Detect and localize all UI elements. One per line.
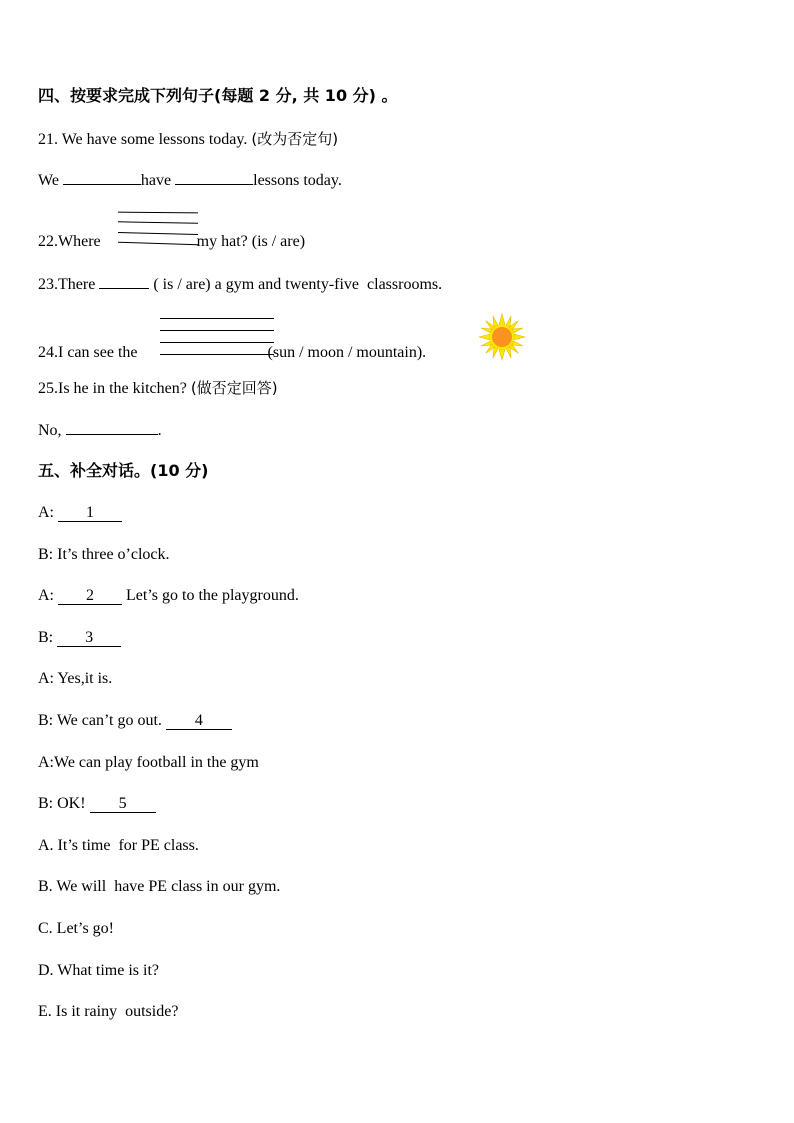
dialogue-line <box>38 586 299 606</box>
option-d: D. What time is it? <box>38 962 160 979</box>
answer-25-blank[interactable] <box>66 420 158 435</box>
dialogue-blank-5[interactable]: 5 <box>90 796 156 813</box>
question-23-pre: 23.There <box>38 276 100 293</box>
question-23-post: ( is / are) a gym and twenty-five classrooms. <box>149 276 443 293</box>
question-22-pre: 22.Where <box>38 233 105 250</box>
dialogue-line: B: It’s three o’clock. <box>38 546 170 563</box>
question-24-post: (sun / moon / mountain). <box>263 344 427 361</box>
question-21-text: . We have some lessons today. <box>54 131 252 148</box>
question-21 <box>38 129 338 150</box>
dialogue-blank-3[interactable]: 3 <box>57 630 121 647</box>
dialogue-line <box>38 628 121 648</box>
question-25-text: 25.Is he in the kitchen? <box>38 380 191 397</box>
dialogue-speaker: A: <box>38 587 58 604</box>
option-e: E. Is it rainy outside? <box>38 1003 179 1020</box>
answer-21-blank-2[interactable] <box>175 170 253 185</box>
question-25-answer-line <box>38 420 162 441</box>
question-21-number: 21 <box>38 131 54 148</box>
question-23 <box>38 274 442 295</box>
dialogue-after: Let’s go to the playground. <box>122 587 299 604</box>
dialogue-speaker: A: <box>38 504 58 521</box>
option-a: A. It’s time for PE class. <box>38 837 199 854</box>
stacked-blank-line <box>160 318 274 319</box>
dialogue-line <box>38 711 232 731</box>
dialogue-blank-1[interactable]: 1 <box>58 505 122 522</box>
option-c: C. Let’s go! <box>38 920 114 937</box>
answer-21-blank-1[interactable] <box>63 170 141 185</box>
stacked-blank-line <box>118 212 198 214</box>
section-5-heading: 五、补全对话。(10 分) <box>38 461 209 480</box>
dialogue-speaker: B: OK! <box>38 795 90 812</box>
dialogue-line <box>38 794 156 814</box>
dialogue-speaker: B: We can’t go out. <box>38 712 166 729</box>
dialogue-blank-4[interactable]: 4 <box>166 713 232 730</box>
dialogue-blank-2[interactable]: 2 <box>58 588 122 605</box>
dialogue-line <box>38 503 122 523</box>
question-21-hint: (改为否定句) <box>251 130 339 148</box>
question-24 <box>38 343 426 363</box>
question-22-post: my hat? (is / are) <box>192 233 306 250</box>
question-21-answer-line <box>38 170 342 191</box>
stacked-blank-line <box>160 330 274 331</box>
sun-icon <box>478 313 526 361</box>
option-b: B. We will have PE class in our gym. <box>38 878 281 895</box>
question-23-blank[interactable] <box>99 274 149 289</box>
answer-25-pre: No, <box>38 422 66 439</box>
answer-21-part-b: have <box>140 172 176 189</box>
question-24-pre: 24.I can see the <box>38 344 142 361</box>
question-25-hint: (做否定回答) <box>190 379 278 397</box>
dialogue-speaker: B: <box>38 629 58 646</box>
answer-21-part-c: lessons today. <box>253 172 342 189</box>
stacked-blank-line <box>118 221 198 223</box>
answer-25-post: . <box>157 422 162 439</box>
question-25 <box>38 378 278 399</box>
answer-21-part-a: We <box>38 172 63 189</box>
dialogue-line: A: Yes,it is. <box>38 670 113 687</box>
dialogue-line: A:We can play football in the gym <box>38 754 259 771</box>
section-4-heading: 四、按要求完成下列句子(每题 2 分, 共 10 分) 。 <box>38 86 398 105</box>
question-22 <box>38 232 305 252</box>
